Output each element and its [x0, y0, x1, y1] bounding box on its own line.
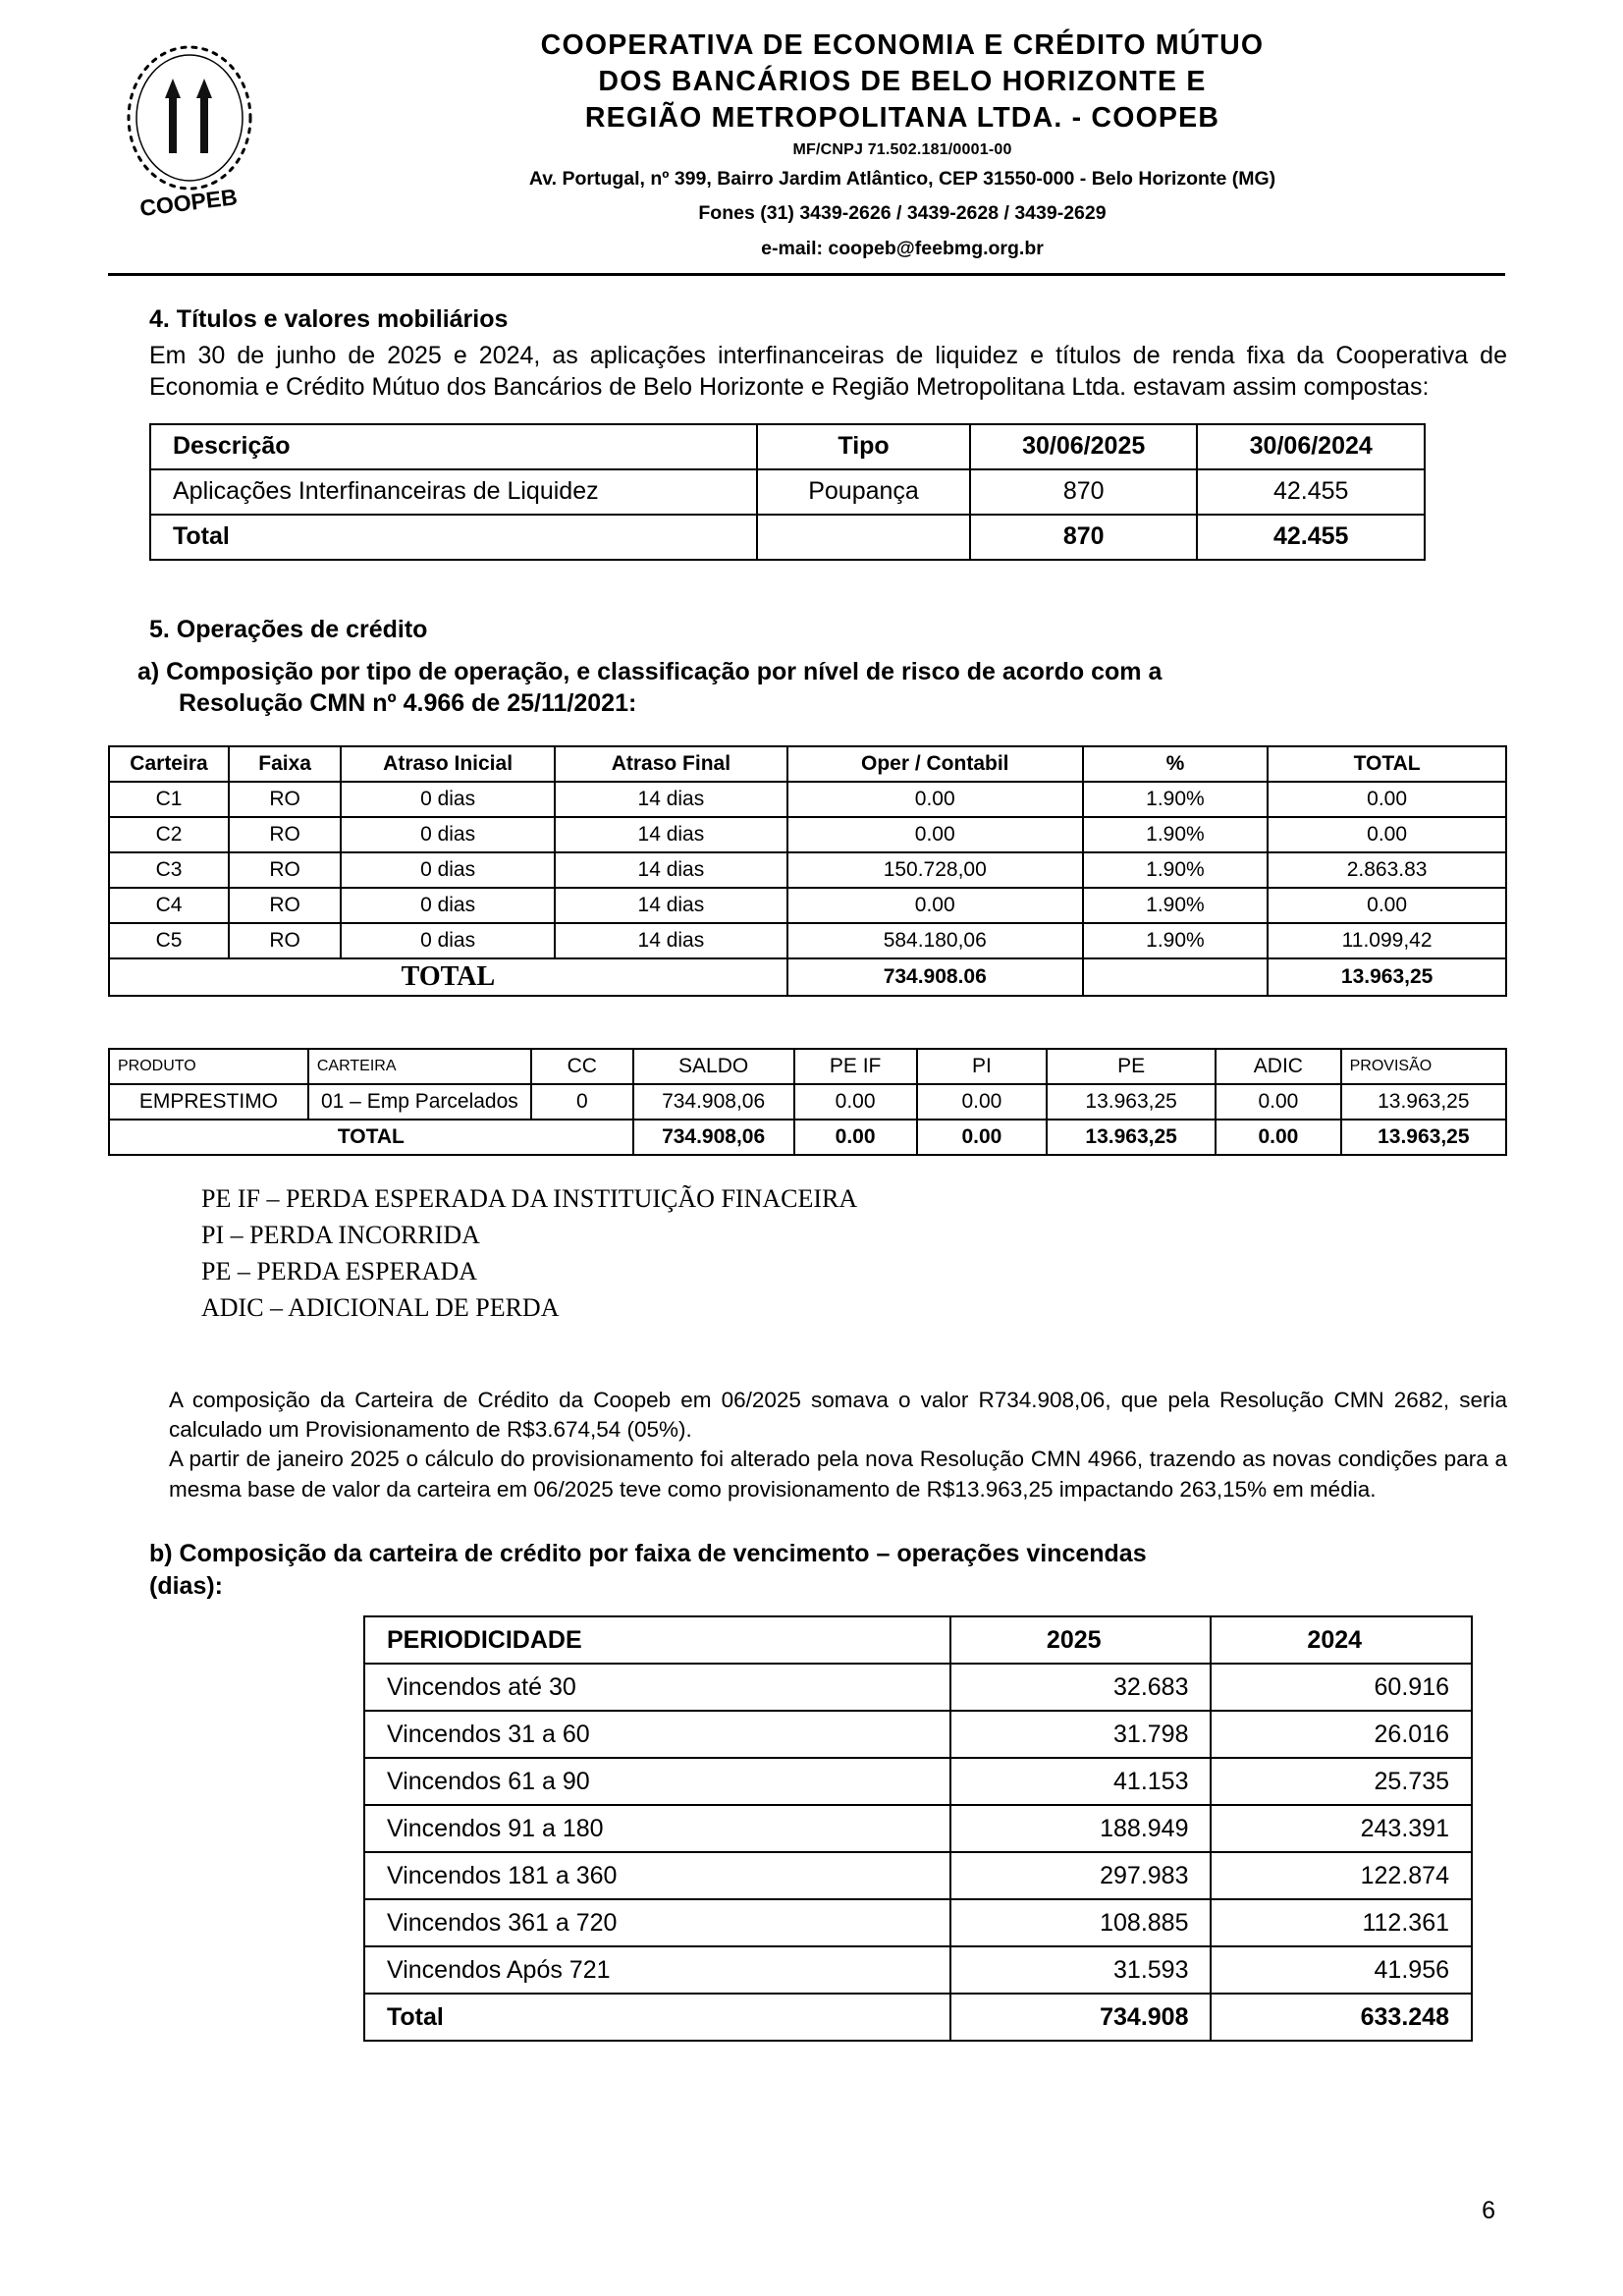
- header-oper-contabil: Oper / Contabil: [787, 746, 1083, 782]
- table-row: [364, 1805, 1472, 1852]
- cell-atraso-final: 14 dias: [555, 888, 787, 923]
- header-provisao: PROVISÃO: [1341, 1049, 1506, 1084]
- cell-carteira: C1: [109, 782, 229, 817]
- cell-atraso-final: 14 dias: [555, 782, 787, 817]
- total-percent: [1083, 958, 1269, 996]
- cell-2024: 60.916: [1211, 1664, 1472, 1711]
- header-tipo: Tipo: [757, 424, 970, 469]
- periodicidade-table: [363, 1615, 1473, 2042]
- org-address: Av. Portugal, nº 399, Bairro Jardim Atlântico, CEP 31550-000 - Belo Horizonte (MG): [528, 168, 1276, 191]
- cell-produto: EMPRESTIMO: [109, 1084, 308, 1120]
- cell-carteira: C4: [109, 888, 229, 923]
- cell-2024: 41.956: [1211, 1946, 1472, 1994]
- table-row: [109, 888, 1506, 923]
- cell-2024: 42.455: [1197, 469, 1425, 515]
- section-4-paragraph: Em 30 de junho de 2025 e 2024, as aplicações interfinanceiras de liquidez e títulos de renda fixa da Cooperativa de Economia e Crédito Mútuo dos Bancários de Belo Horizonte e Região Metropolitana Ltda. estavam assim compostas:: [149, 341, 1507, 402]
- cell-carteira: C5: [109, 923, 229, 958]
- legend-line-pe: PE – PERDA ESPERADA: [201, 1256, 477, 1285]
- cell-adic: 0.00: [1216, 1084, 1340, 1120]
- table-row: [109, 852, 1506, 888]
- svg-text:COOPEB: COOPEB: [137, 184, 240, 222]
- cell-percent: 1.90%: [1083, 923, 1269, 958]
- header-2024: 2024: [1211, 1616, 1472, 1664]
- cell-carteira: C3: [109, 852, 229, 888]
- total-2024: 633.248: [1211, 1994, 1472, 2041]
- cell-percent: 1.90%: [1083, 852, 1269, 888]
- cell-2024: 122.874: [1211, 1852, 1472, 1899]
- header-total: TOTAL: [1268, 746, 1506, 782]
- org-line-1: COOPERATIVA DE ECONOMIA E CRÉDITO MÚTUO: [540, 29, 1265, 61]
- cell-percent: 1.90%: [1083, 782, 1269, 817]
- cell-2025: 31.593: [950, 1946, 1212, 1994]
- cell-atraso-final: 14 dias: [555, 817, 787, 852]
- cell-periodicidade: Vincendos 91 a 180: [364, 1805, 950, 1852]
- header-descricao: Descrição: [150, 424, 757, 469]
- table-total-row: [150, 515, 1425, 560]
- header-carteira: CARTEIRA: [308, 1049, 531, 1084]
- section-5a-line2: Resolução CMN nº 4.966 de 25/11/2021:: [179, 689, 637, 718]
- cell-oper: 150.728,00: [787, 852, 1083, 888]
- total-label: Total: [364, 1994, 950, 2041]
- cell-faixa: RO: [229, 782, 341, 817]
- cell-atraso-inicial: 0 dias: [341, 782, 555, 817]
- cell-oper: 0.00: [787, 817, 1083, 852]
- cell-2025: 297.983: [950, 1852, 1212, 1899]
- legend-line-pe-if: PE IF – PERDA ESPERADA DA INSTITUIÇÃO FINACEIRA: [201, 1183, 858, 1213]
- table-row: [364, 1899, 1472, 1946]
- cell-2025: 41.153: [950, 1758, 1212, 1805]
- cell-faixa: RO: [229, 888, 341, 923]
- header-faixa: Faixa: [229, 746, 341, 782]
- cell-carteira: 01 – Emp Parcelados: [308, 1084, 531, 1120]
- cell-atraso-final: 14 dias: [555, 852, 787, 888]
- page-number: 6: [1482, 2197, 1495, 2224]
- section-5a-subtitle: [137, 656, 1507, 720]
- header-atraso-inicial: Atraso Inicial: [341, 746, 555, 782]
- total-2024: 42.455: [1197, 515, 1425, 560]
- cell-cc: 0: [531, 1084, 633, 1120]
- total-saldo: 734.908,06: [633, 1120, 794, 1155]
- table-row: [364, 1852, 1472, 1899]
- composicao-paragraph-2: A partir de janeiro 2025 o cálculo do provisionamento foi alterado pela nova Resolução CMN 4966, trazendo as novas condições para a mesma base de valor da carteira em 06/2025 teve como provisionamento de R$13.963,25 impactando 263,15% em média.: [169, 1447, 1507, 1502]
- cell-total: 0.00: [1268, 782, 1506, 817]
- cell-pe: 13.963,25: [1047, 1084, 1216, 1120]
- org-phones: Fones (31) 3439-2626 / 3439-2628 / 3439-2629: [698, 202, 1107, 225]
- header-pi: PI: [917, 1049, 1048, 1084]
- cell-atraso-inicial: 0 dias: [341, 888, 555, 923]
- cell-oper: 0.00: [787, 782, 1083, 817]
- total-oper: 734.908.06: [787, 958, 1083, 996]
- cell-faixa: RO: [229, 852, 341, 888]
- header-pe-if: PE IF: [794, 1049, 917, 1084]
- legend-line-adic: ADIC – ADICIONAL DE PERDA: [201, 1292, 560, 1322]
- table-row: [109, 817, 1506, 852]
- coopeb-logo: [108, 27, 290, 239]
- section-5b-line1: b) Composição da carteira de crédito por faixa de vencimento – operações vincendas: [149, 1540, 1147, 1568]
- table-header-row: [109, 746, 1506, 782]
- cell-total: 0.00: [1268, 888, 1506, 923]
- cell-descricao: Aplicações Interfinanceiras de Liquidez: [150, 469, 757, 515]
- table-header-row: [109, 1049, 1506, 1084]
- cell-atraso-inicial: 0 dias: [341, 817, 555, 852]
- total-total: 13.963,25: [1268, 958, 1506, 996]
- cell-percent: 1.90%: [1083, 817, 1269, 852]
- document-body: [0, 305, 1623, 2042]
- header-adic: ADIC: [1216, 1049, 1340, 1084]
- total-pe: 13.963,25: [1047, 1120, 1216, 1155]
- cell-periodicidade: Vincendos 361 a 720: [364, 1899, 950, 1946]
- cell-2024: 243.391: [1211, 1805, 1472, 1852]
- cell-carteira: C2: [109, 817, 229, 852]
- legend-line-pi: PI – PERDA INCORRIDA: [201, 1220, 480, 1249]
- total-adic: 0.00: [1216, 1120, 1340, 1155]
- header-periodicidade: PERIODICIDADE: [364, 1616, 950, 1664]
- cell-2025: 108.885: [950, 1899, 1212, 1946]
- section-4-title: 4. Títulos e valores mobiliários: [149, 304, 509, 333]
- cell-atraso-inicial: 0 dias: [341, 923, 555, 958]
- cell-saldo: 734.908,06: [633, 1084, 794, 1120]
- cell-oper: 0.00: [787, 888, 1083, 923]
- cell-total: 11.099,42: [1268, 923, 1506, 958]
- cell-periodicidade: Vincendos 61 a 90: [364, 1758, 950, 1805]
- cell-periodicidade: Vincendos 181 a 360: [364, 1852, 950, 1899]
- header-2024: 30/06/2024: [1197, 424, 1425, 469]
- cell-2024: 25.735: [1211, 1758, 1472, 1805]
- header-divider: [108, 273, 1505, 276]
- table-row: [109, 1084, 1506, 1120]
- risco-table: [108, 745, 1507, 997]
- table-row: [109, 782, 1506, 817]
- table-row: [150, 469, 1425, 515]
- table-header-row: [364, 1616, 1472, 1664]
- cell-total: 2.863.83: [1268, 852, 1506, 888]
- composicao-paragraph-1: A composição da Carteira de Crédito da Coopeb em 06/2025 somava o valor R734.908,06, que pela Resolução CMN 2682, seria calculado um Provisionamento de R$3.674,54 (05%).: [169, 1387, 1507, 1442]
- header-produto: PRODUTO: [109, 1049, 308, 1084]
- cell-2024: 26.016: [1211, 1711, 1472, 1758]
- titulos-valores-table: [149, 423, 1426, 561]
- header-saldo: SALDO: [633, 1049, 794, 1084]
- document-header: [0, 0, 1623, 263]
- cell-total: 0.00: [1268, 817, 1506, 852]
- total-2025: 870: [970, 515, 1198, 560]
- total-2025: 734.908: [950, 1994, 1212, 2041]
- total-label: Total: [150, 515, 757, 560]
- header-2025: 30/06/2025: [970, 424, 1198, 469]
- cell-2025: 32.683: [950, 1664, 1212, 1711]
- legend-block: [201, 1181, 1507, 1327]
- total-label: TOTAL: [109, 958, 787, 996]
- total-pi: 0.00: [917, 1120, 1048, 1155]
- header-2025: 2025: [950, 1616, 1212, 1664]
- cell-faixa: RO: [229, 923, 341, 958]
- produto-table: [108, 1048, 1507, 1156]
- header-atraso-final: Atraso Final: [555, 746, 787, 782]
- total-tipo: [757, 515, 970, 560]
- cell-atraso-final: 14 dias: [555, 923, 787, 958]
- cell-periodicidade: Vincendos até 30: [364, 1664, 950, 1711]
- cell-faixa: RO: [229, 817, 341, 852]
- table-header-row: [150, 424, 1425, 469]
- cell-provisao: 13.963,25: [1341, 1084, 1506, 1120]
- cell-periodicidade: Vincendos 31 a 60: [364, 1711, 950, 1758]
- cell-tipo: Poupança: [757, 469, 970, 515]
- org-line-3: REGIÃO METROPOLITANA LTDA. - COOPEB: [584, 102, 1220, 135]
- cell-oper: 584.180,06: [787, 923, 1083, 958]
- header-carteira: Carteira: [109, 746, 229, 782]
- cell-2025: 188.949: [950, 1805, 1212, 1852]
- total-pe-if: 0.00: [794, 1120, 917, 1155]
- table-total-row: [109, 958, 1506, 996]
- table-row: [364, 1758, 1472, 1805]
- cell-atraso-inicial: 0 dias: [341, 852, 555, 888]
- cell-2025: 31.798: [950, 1711, 1212, 1758]
- cell-pi: 0.00: [917, 1084, 1048, 1120]
- section-5-title: 5. Operações de crédito: [149, 615, 428, 643]
- org-cnpj: MF/CNPJ 71.502.181/0001-00: [792, 141, 1012, 159]
- section-5a-line1: a) Composição por tipo de operação, e classificação por nível de risco de acordo com a: [137, 657, 1163, 685]
- table-row: [364, 1711, 1472, 1758]
- table-total-row: [364, 1994, 1472, 2041]
- org-line-2: DOS BANCÁRIOS DE BELO HORIZONTE E: [598, 66, 1207, 98]
- cell-periodicidade: Vincendos Após 721: [364, 1946, 950, 1994]
- header-cc: CC: [531, 1049, 633, 1084]
- total-label: TOTAL: [109, 1120, 633, 1155]
- cell-pe-if: 0.00: [794, 1084, 917, 1120]
- cell-2024: 112.361: [1211, 1899, 1472, 1946]
- total-provisao: 13.963,25: [1341, 1120, 1506, 1155]
- cell-2025: 870: [970, 469, 1198, 515]
- table-total-row: [109, 1120, 1506, 1155]
- header-pe: PE: [1047, 1049, 1216, 1084]
- table-row: [109, 923, 1506, 958]
- table-row: [364, 1664, 1472, 1711]
- header-percent: %: [1083, 746, 1269, 782]
- section-5b-subtitle: [149, 1538, 1507, 1602]
- org-email: e-mail: coopeb@feebmg.org.br: [761, 237, 1044, 259]
- table-row: [364, 1946, 1472, 1994]
- section-5b-line2: (dias):: [149, 1571, 223, 1600]
- cell-percent: 1.90%: [1083, 888, 1269, 923]
